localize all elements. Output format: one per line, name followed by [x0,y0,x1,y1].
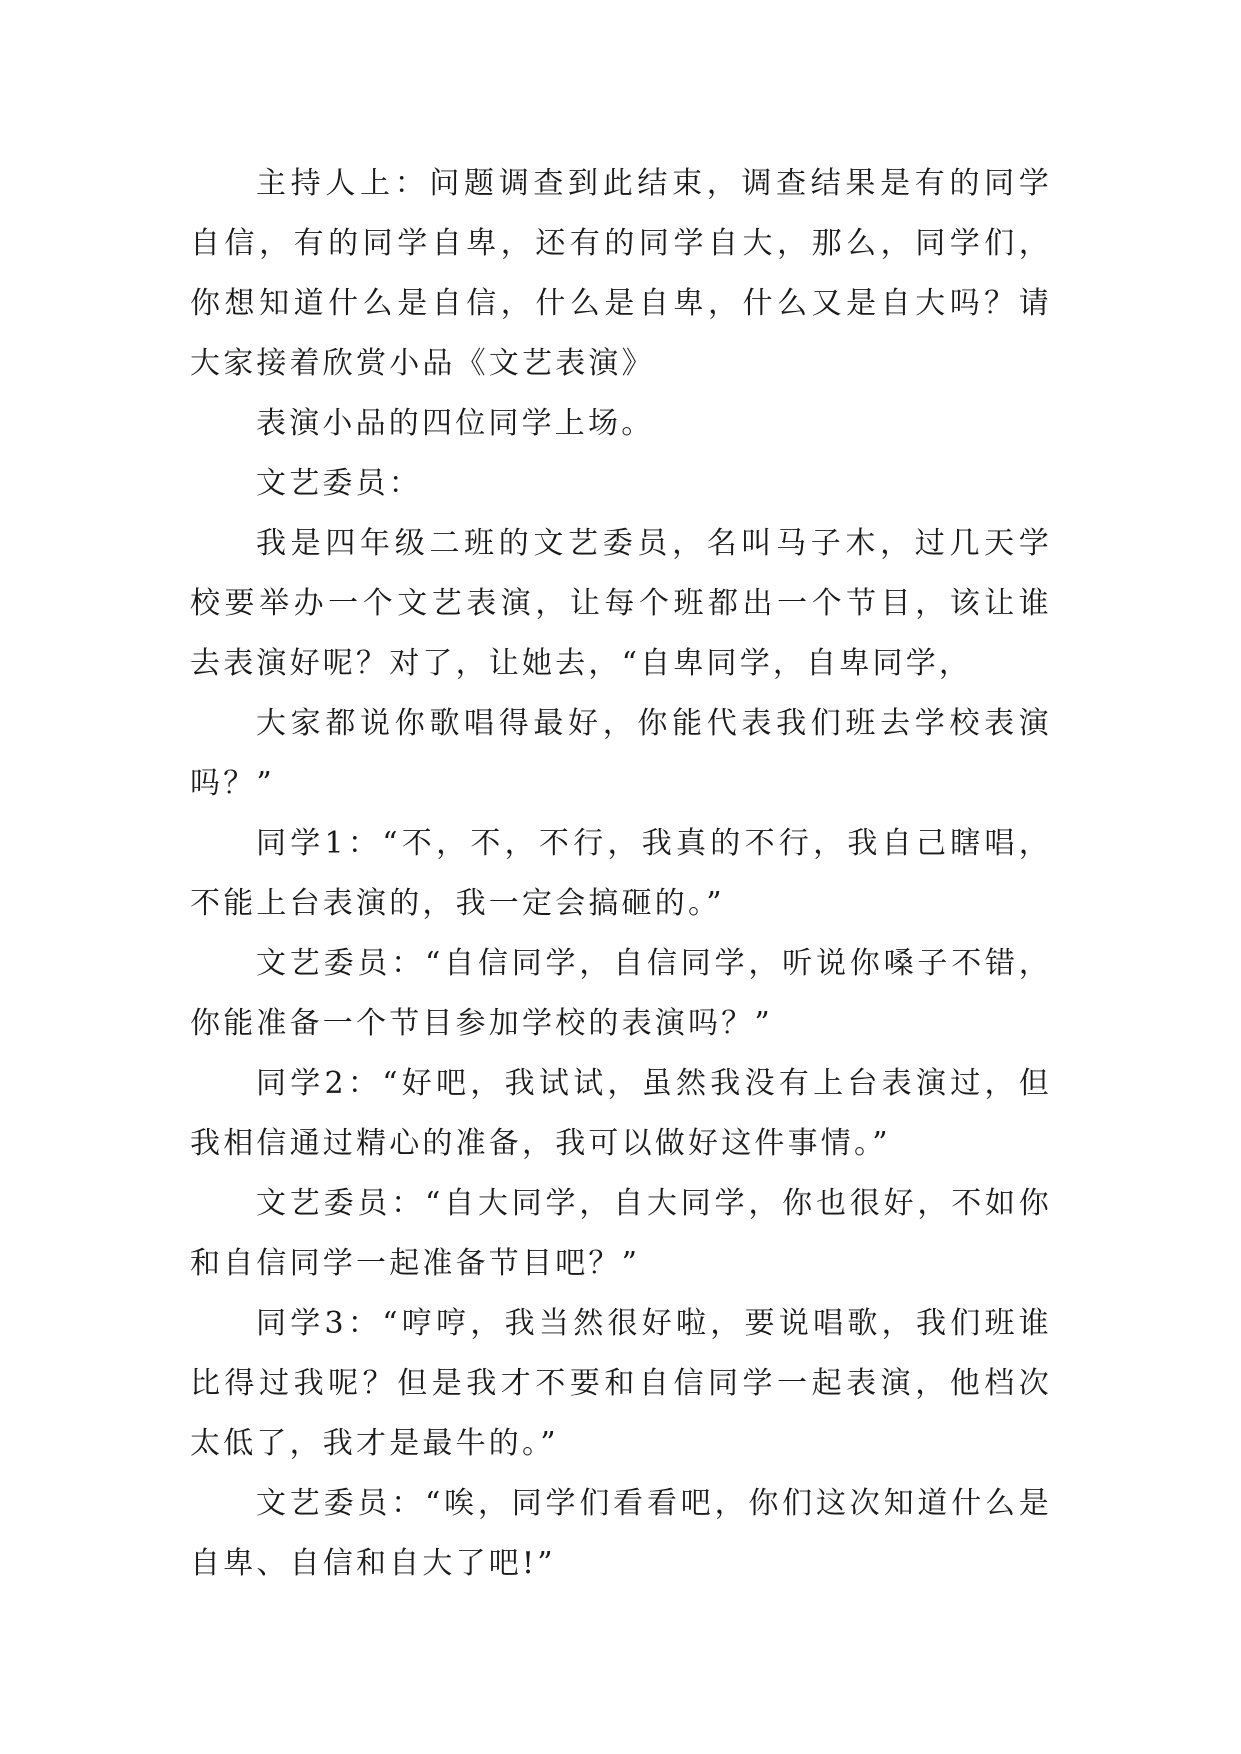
paragraph-committee-to-confident: 文艺委员：“自信同学，自信同学，听说你嗓子不错，你能准备一个节目参加学校的表演吗？” [190,946,1052,1041]
paragraph-host-intro: 主持人上：问题调查到此结束，调查结果是有的同学自信，有的同学自卑，还有的同学自大，那么，同学们，你想知道什么是自信，什么是自卑，什么又是自大吗？请大家接着欣赏小品《文艺表演》 [190,166,1052,381]
paragraph-committee-to-arrogant: 文艺委员：“自大同学，自大同学，你也很好，不如你和自信同学一起准备节目吧？” [190,1186,1052,1281]
paragraph-speaker-label: 文艺委员： [256,466,422,501]
paragraph-committee-monologue: 我是四年级二班的文艺委员，名叫马子木，过几天学校要举办一个文艺表演，让每个班都出一个节目，该让谁去表演好呢？对了，让她去，“自卑同学，自卑同学， [190,526,1052,681]
paragraph-committee-question: 大家都说你歌唱得最好，你能代表我们班去学校表演吗？” [190,706,1052,801]
paragraph-committee-conclusion: 文艺委员：“唉，同学们看看吧，你们这次知道什么是自卑、自信和自大了吧!” [190,1486,1052,1581]
document-body [190,154,1052,1594]
paragraph-student-2: 同学2：“好吧，我试试，虽然我没有上台表演过，但我相信通过精心的准备，我可以做好这件事情。” [190,1066,1052,1161]
paragraph-student-3: 同学3：“哼哼，我当然很好啦，要说唱歌，我们班谁比得过我呢？但是我才不要和自信同学一起表演，他档次太低了，我才是最牛的。” [190,1306,1052,1461]
paragraph-student-1: 同学1：“不，不，不行，我真的不行，我自己瞎唱，不能上台表演的，我一定会搞砸的。” [190,826,1052,921]
paragraph-performers-enter: 表演小品的四位同学上场。 [256,406,655,441]
